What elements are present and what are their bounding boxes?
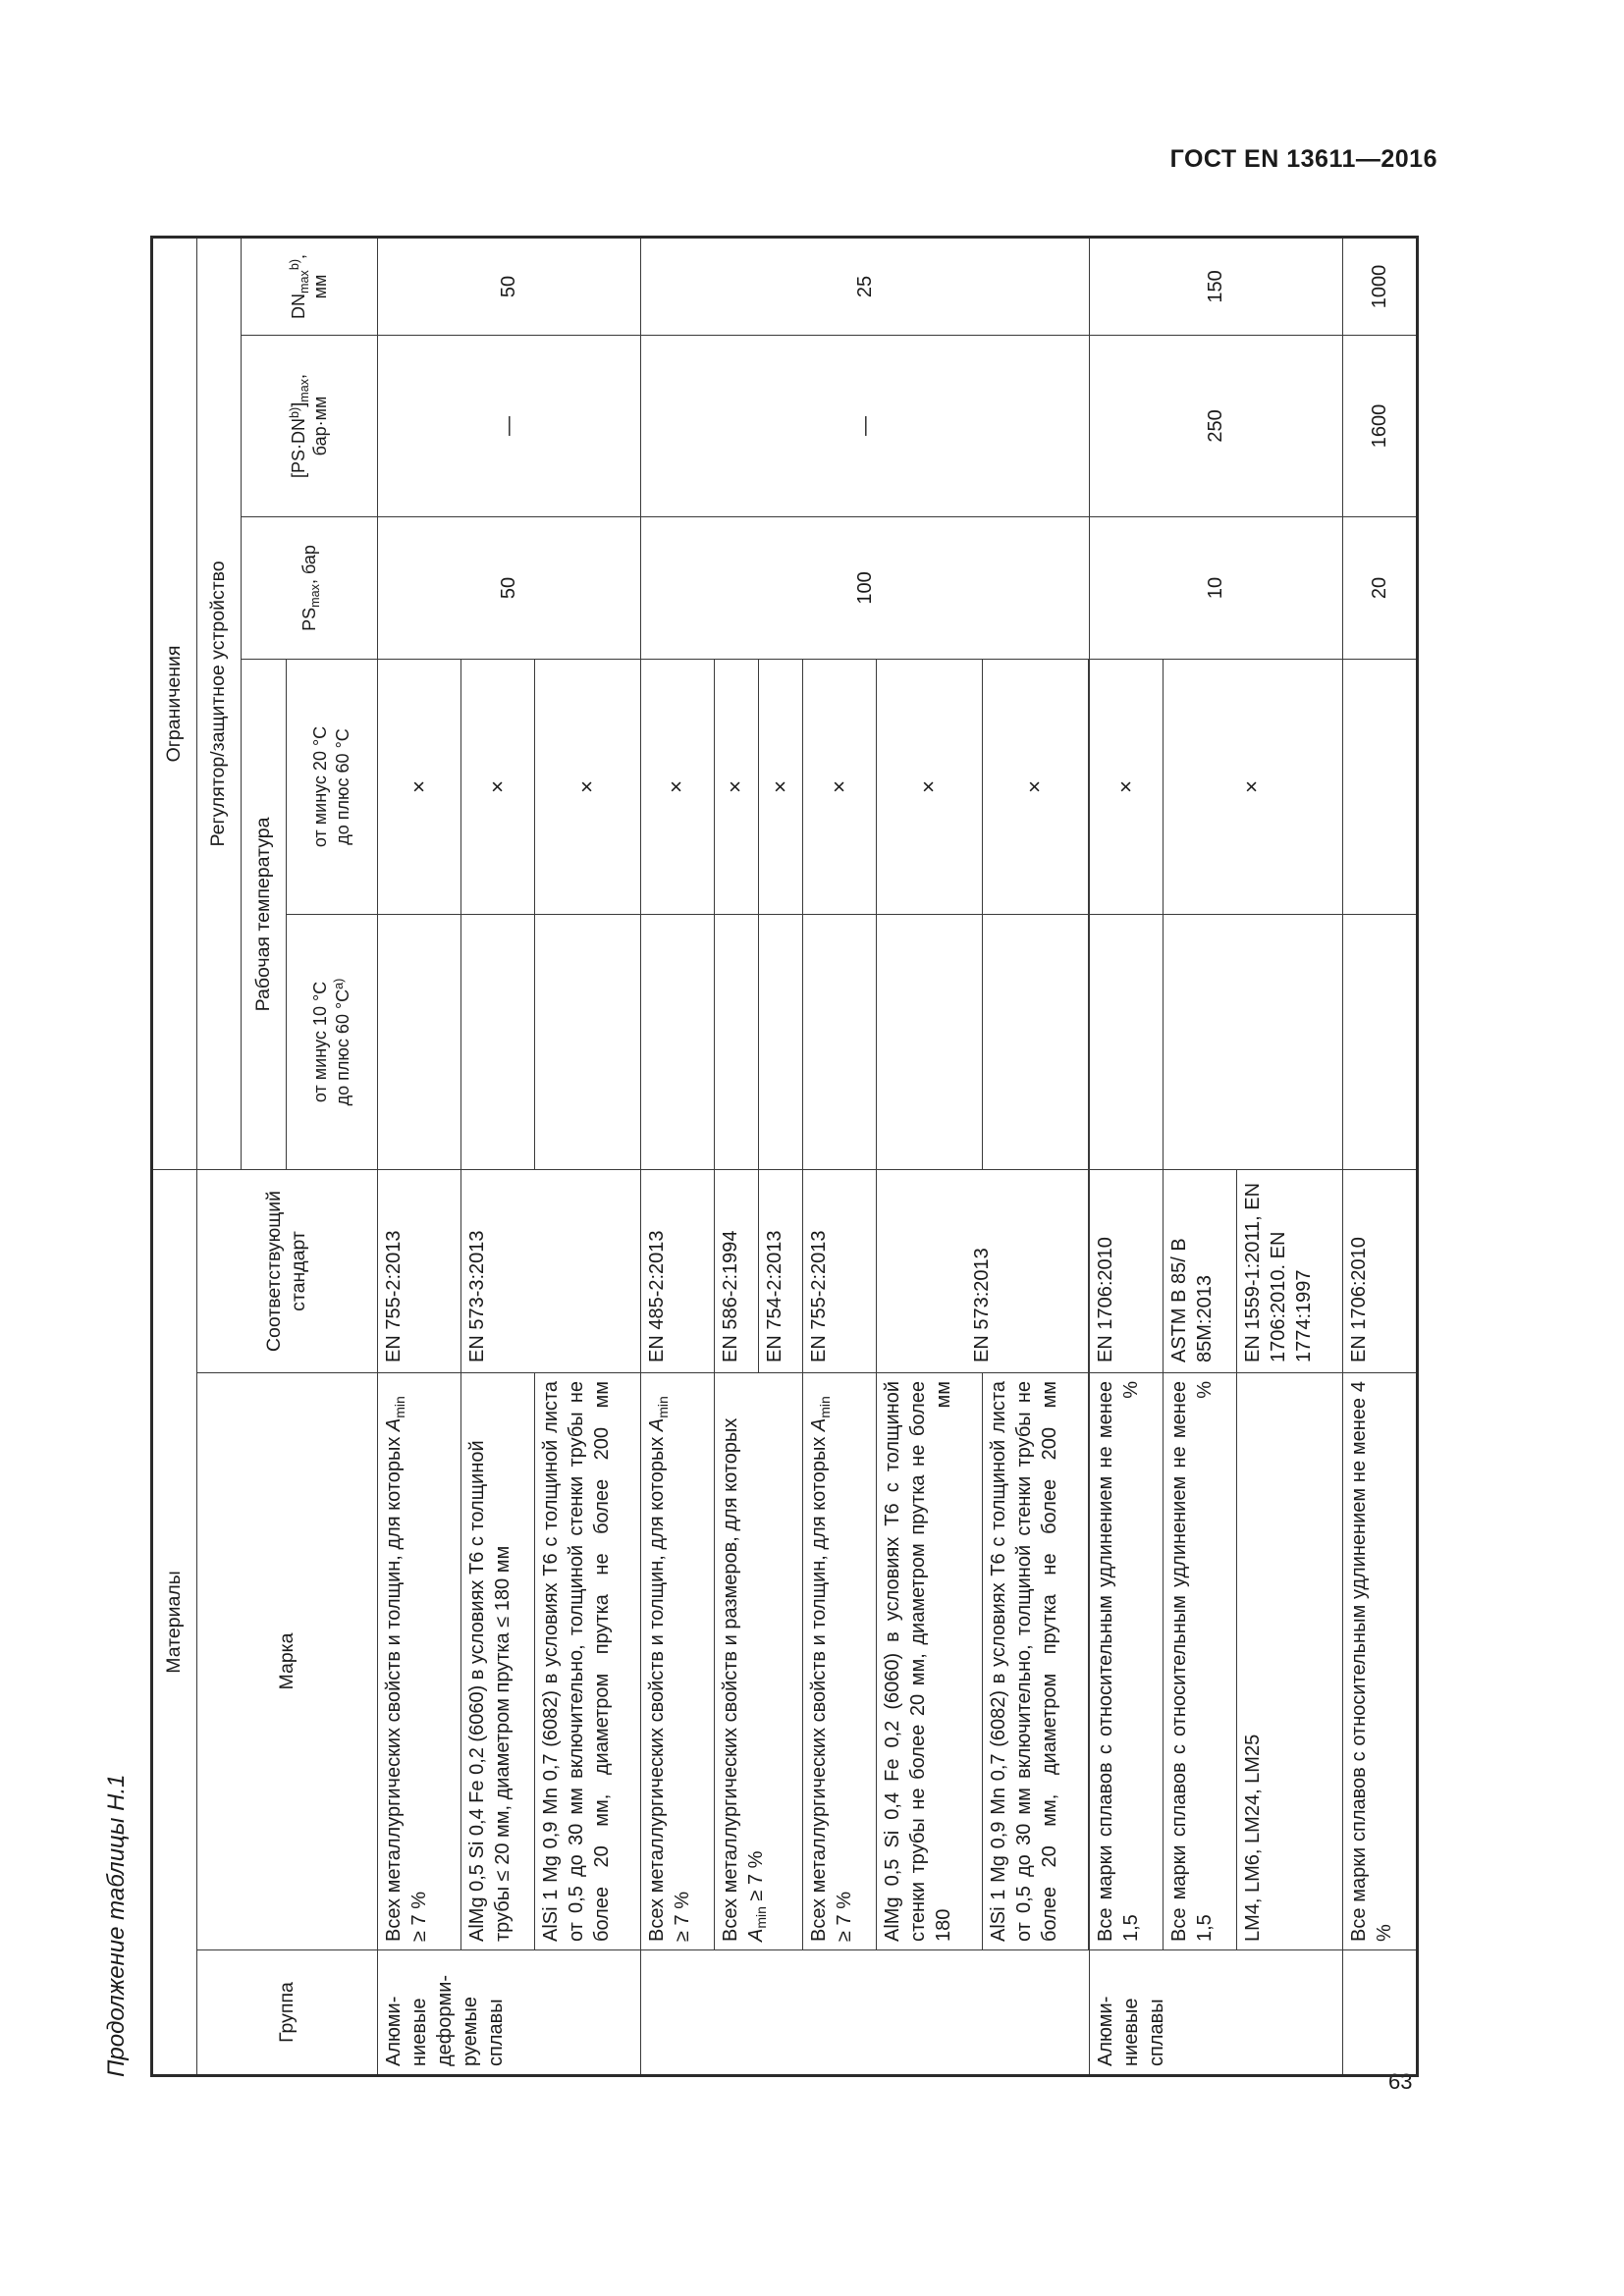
temp-minus10-cell bbox=[1089, 914, 1163, 1169]
ps-cell-wrought: 50 bbox=[377, 516, 640, 659]
group-empty-cell bbox=[1342, 1950, 1417, 2076]
working-temperature-header: Рабочая температура bbox=[242, 659, 287, 1169]
standard-cell: EN 755-2:2013 bbox=[377, 1169, 460, 1372]
temp-minus20-cell: × bbox=[876, 659, 982, 914]
temp-minus20-header bbox=[287, 659, 378, 914]
standard-cell: EN 755-2:2013 bbox=[802, 1169, 876, 1372]
grade-text: Всех металлургических свойств и толщин, для которых bbox=[807, 1436, 830, 1942]
temp-b-line2: до плюс 60 °С bbox=[332, 728, 352, 845]
grade-text-end: ≥ 7 % bbox=[407, 1892, 430, 1942]
psdn-cell: 1600 bbox=[1342, 335, 1417, 516]
grade-cell: Все марки сплавов с относительным удлинением не менее 1,5 % bbox=[1163, 1373, 1236, 1950]
temp-minus10-cell bbox=[758, 914, 802, 1169]
dn-max-header bbox=[242, 237, 377, 335]
grade-cell: LM4, LM6, LM24, LM25 bbox=[1236, 1373, 1342, 1950]
temp-a-line1: от минус 10 °С bbox=[310, 981, 331, 1103]
grade-cell: AlMg 0,5 Si 0,4 Fe 0,2 (6060) в условиях T6 с толщиной трубы ≤ 20 мм, диаметром прутка ≤ 180 мм bbox=[460, 1373, 534, 1950]
grade-cell bbox=[714, 1373, 802, 1950]
psdn-cell-wrought: — bbox=[377, 335, 640, 516]
psdn-unit: , бар·мм bbox=[288, 373, 331, 456]
temp-b-line1: от минус 20 °С bbox=[310, 725, 331, 848]
standard-cell: EN 1706:2010 bbox=[1342, 1169, 1417, 1372]
psdn-close: ] bbox=[288, 401, 308, 407]
standard-cell: EN 586-2:1994 bbox=[714, 1169, 758, 1372]
group-wrought-alloys: Алюми-ниевые деформи-руемые сплавы bbox=[377, 1950, 640, 2076]
temp-minus20-cell: × bbox=[534, 659, 640, 914]
psdn-subscript: max bbox=[298, 378, 311, 402]
standard-cell: EN 754-2:2013 bbox=[758, 1169, 802, 1372]
grade-cell: Все марки сплавов с относительным удлинением не менее 1,5 % bbox=[1089, 1373, 1163, 1950]
dn-cell: 1000 bbox=[1342, 237, 1417, 335]
group-cast-alloys: Алюми-ниевые сплавы bbox=[1089, 1950, 1342, 2076]
temp-minus10-header bbox=[287, 914, 378, 1169]
temp-minus10-cell bbox=[1163, 914, 1342, 1169]
temp-minus20-cell bbox=[1342, 659, 1417, 914]
psdn-superscript: b) bbox=[287, 406, 301, 418]
temp-minus20-cell: × bbox=[758, 659, 802, 914]
dn-symbol: DN bbox=[288, 293, 308, 319]
temp-minus20-cell: × bbox=[460, 659, 534, 914]
document-title: ГОСТ EN 13611—2016 bbox=[1169, 145, 1437, 173]
psdn-cell-middle: — bbox=[640, 335, 1089, 516]
temp-minus10-cell bbox=[534, 914, 640, 1169]
elongation-symbol: A bbox=[645, 1417, 668, 1432]
dn-unit: , мм bbox=[288, 253, 331, 299]
temp-minus10-cell bbox=[982, 914, 1088, 1169]
table-continuation-caption: Продолжение таблицы Н.1 bbox=[103, 1774, 130, 2077]
table-row bbox=[377, 237, 460, 2075]
table-row bbox=[1342, 237, 1417, 2075]
temp-minus10-cell bbox=[460, 914, 534, 1169]
temp-minus10-cell bbox=[640, 914, 714, 1169]
temp-minus20-cell: × bbox=[640, 659, 714, 914]
temp-a-line2: до плюс 60 °С bbox=[332, 988, 352, 1106]
ps-subscript: max bbox=[308, 584, 323, 608]
grade-text-end: ≥ 7 % bbox=[671, 1892, 693, 1942]
dn-cell-cast: 150 bbox=[1089, 237, 1342, 335]
ps-cell-middle: 100 bbox=[640, 516, 1089, 659]
materials-limitations-table bbox=[150, 236, 1419, 2077]
ps-symbol: PS bbox=[298, 607, 319, 631]
temp-minus10-cell bbox=[1342, 914, 1417, 1169]
ps-dn-max-header bbox=[242, 335, 377, 516]
dn-cell-wrought: 50 bbox=[377, 237, 640, 335]
grade-header: Марка bbox=[196, 1373, 377, 1950]
page-number: 63 bbox=[1388, 2069, 1413, 2094]
temp-minus20-cell: × bbox=[1163, 659, 1342, 914]
temp-minus10-cell bbox=[377, 914, 460, 1169]
elongation-symbol: A bbox=[744, 1928, 767, 1942]
ps-unit: , бар bbox=[298, 545, 319, 585]
grade-text: Всех металлургических свойств и толщин, для которых bbox=[645, 1436, 668, 1942]
group-header: Группа bbox=[196, 1950, 377, 2076]
temp-minus20-cell: × bbox=[802, 659, 876, 914]
dn-cell-middle: 25 bbox=[640, 237, 1089, 335]
grade-cell: AlMg 0,5 Si 0,4 Fe 0,2 (6060) в условиях T6 с толщиной стенки трубы не более 20 мм, диаметром прутка не более 180 мм bbox=[876, 1373, 982, 1950]
elongation-symbol: A bbox=[382, 1417, 405, 1432]
temp-minus10-cell bbox=[802, 914, 876, 1169]
ps-cell-cast: 10 bbox=[1089, 516, 1342, 659]
grade-text-end: ≥ 7 % bbox=[833, 1892, 855, 1942]
temp-a-superscript: a) bbox=[332, 978, 347, 989]
dn-subscript: max bbox=[298, 270, 311, 294]
temp-minus20-cell: × bbox=[982, 659, 1088, 914]
temp-minus10-cell bbox=[714, 914, 758, 1169]
grade-cell bbox=[640, 1373, 714, 1950]
grade-cell: AlSi 1 Mg 0,9 Mn 0,7 (6082) в условиях T6 с толщиной листа от 0,5 до 30 мм включительно, толщиной стенки трубы не более 20 мм, диаметром прутка не более 200 мм bbox=[982, 1373, 1088, 1950]
dn-superscript: b) bbox=[287, 258, 301, 271]
grade-text: Всех металлургических свойств и толщин, для которых bbox=[382, 1436, 405, 1942]
rotated-table-area bbox=[103, 232, 1424, 2077]
standard-cell: EN 485-2:2013 bbox=[640, 1169, 714, 1372]
psdn-open: [PS·DN bbox=[288, 417, 308, 478]
elongation-subscript: min bbox=[391, 1396, 407, 1418]
temp-minus20-cell: × bbox=[377, 659, 460, 914]
grade-text-end: ≥ 7 % bbox=[744, 1850, 767, 1907]
elongation-subscript: min bbox=[816, 1396, 833, 1418]
table-row bbox=[1089, 237, 1163, 2075]
standard-cell: EN 1706:2010 bbox=[1089, 1169, 1163, 1372]
standard-header: Соответствующий стандарт bbox=[196, 1169, 377, 1372]
standard-cell: EN 573-3:2013 bbox=[460, 1169, 640, 1372]
materials-header: Материалы bbox=[152, 1169, 197, 2075]
standard-cell: ASTM B 85/ B 85M:2013 bbox=[1163, 1169, 1236, 1372]
group-empty-cell bbox=[640, 1950, 1089, 2076]
ps-cell: 20 bbox=[1342, 516, 1417, 659]
standard-cell: EN 1559-1:2011, EN 1706:2010. EN 1774:1997 bbox=[1236, 1169, 1342, 1372]
grade-cell bbox=[802, 1373, 876, 1950]
elongation-subscript: min bbox=[753, 1906, 770, 1929]
elongation-subscript: min bbox=[654, 1396, 671, 1418]
grade-cell: AlSi 1 Mg 0,9 Mn 0,7 (6082) в условиях T6 с толщиной листа от 0,5 до 30 мм включительно, толщиной стенки трубы не более 20 мм, диаметром прутка не более 200 мм bbox=[534, 1373, 640, 1950]
table-row bbox=[640, 237, 714, 2075]
standard-cell: EN 573:2013 bbox=[876, 1169, 1088, 1372]
psdn-cell-cast: 250 bbox=[1089, 335, 1342, 516]
grade-cell bbox=[377, 1373, 460, 1950]
ps-max-header bbox=[242, 516, 377, 659]
elongation-symbol: A bbox=[807, 1417, 830, 1432]
grade-cell: Все марки сплавов с относительным удлинением не менее 4 % bbox=[1342, 1373, 1417, 1950]
limitations-header: Ограничения bbox=[152, 237, 197, 1169]
grade-text: Всех металлургических свойств и размеров, для которых bbox=[719, 1417, 741, 1942]
temp-minus20-cell: × bbox=[714, 659, 758, 914]
regulator-header: Регулятор/защитное устройство bbox=[196, 237, 242, 1169]
temp-minus10-cell bbox=[876, 914, 982, 1169]
temp-minus20-cell: × bbox=[1089, 659, 1163, 914]
